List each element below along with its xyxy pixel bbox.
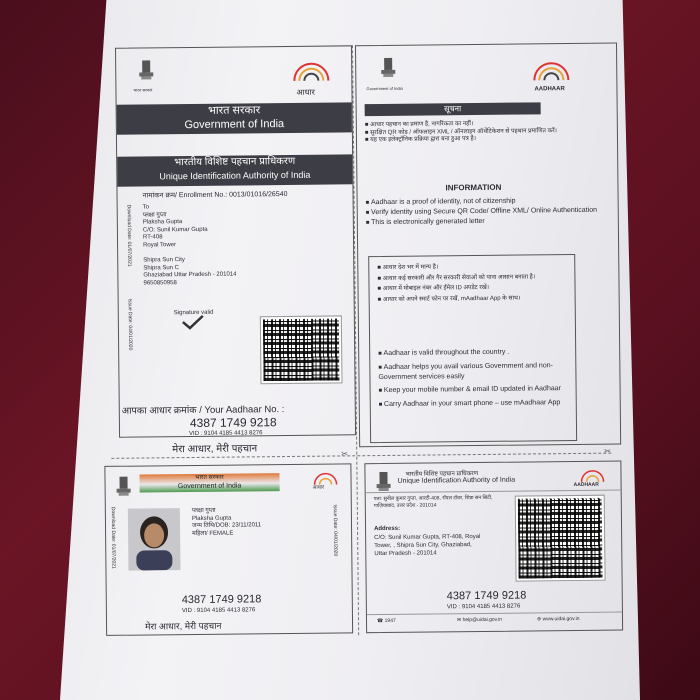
recipient-locality: Shipra Sun City <box>143 257 185 264</box>
card-issue-date: Issue Date: 04/01/2020 <box>331 504 339 557</box>
card-name: Plaksha Gupta <box>191 515 232 522</box>
check-mark-icon <box>181 314 205 335</box>
uidai-hindi: भारतीय विशिष्ट पहचान प्राधिकरण <box>174 155 296 169</box>
uidai-english: Unique Identification Authority of India <box>159 169 311 182</box>
card-dob: जन्म तिथि/DOB: 23/11/2011 <box>191 522 262 530</box>
back-address-english <box>374 533 481 558</box>
slogan-top: मेरा आधार, मेरी पहचान <box>172 443 258 456</box>
info-line: ■ Aadhaar is a proof of identity, not of citizenship <box>366 196 611 209</box>
information-list <box>366 196 611 229</box>
benefit-english: ■ Keep your mobile number & email ID updated in Aadhaar <box>379 384 569 396</box>
benefit-hindi: ■ आधार को अपने स्मार्ट फोन पर रखें, mAadhaar App के साथ। <box>378 295 568 304</box>
card-name-hindi: प्लक्षा गुप्ता <box>191 507 216 515</box>
footer-phone: ☎ 1947 <box>376 617 396 625</box>
signature-valid: Signature valid <box>173 309 214 317</box>
national-emblem-icon-card <box>113 475 133 501</box>
scissor-icon: ✂ <box>604 446 611 456</box>
card-aadhaar-number: 4387 1749 9218 <box>181 593 262 607</box>
benefit-english: ■ Aadhaar is valid throughout the country . <box>378 347 568 359</box>
notice-line: ■ सुरक्षित QR कोड / ऑफलाइन XML / ऑनलाइन ऑथेंटिकेशन से पहचान प्रमाणित करें। <box>365 127 605 137</box>
card-gender: महिला/ FEMALE <box>192 530 234 537</box>
notice-hindi-list <box>365 120 605 145</box>
back-address-line: Tower, , Shipra Sun City, Ghaziabad, <box>374 542 472 550</box>
gov-hindi: भारत सरकार <box>208 104 261 117</box>
issue-date-vertical: Issue Date: 04/01/2020 <box>126 298 134 351</box>
emblem-caption: भारत सरकार <box>133 87 153 93</box>
your-aadhaar-label: आपका आधार क्रमांक / Your Aadhaar No. : <box>121 404 285 417</box>
aadhaar-number-top: 4387 1749 9218 <box>189 415 277 431</box>
benefits-box <box>368 254 577 443</box>
aadhaar-card-front <box>104 463 353 636</box>
recipient-tower: Royal Tower <box>143 241 177 249</box>
aadhaar-card-back <box>364 461 623 634</box>
back-footer-divider <box>367 612 622 616</box>
benefit-english: ■ Carry Aadhaar in your smart phone – use mAadhaar App <box>379 398 569 410</box>
back-divider <box>366 490 621 494</box>
back-uidai-hindi: भारतीय विशिष्ट पहचान प्राधिकरण <box>405 471 479 478</box>
national-emblem-icon <box>136 58 156 84</box>
letter-left-panel <box>115 45 356 437</box>
benefit-hindi: ■ आधार देश भर में मान्य है। <box>377 263 567 272</box>
recipient-phone: 9650850958 <box>143 279 177 287</box>
footer-email-text: help@uidai.gov.in <box>462 616 503 624</box>
to-label: To <box>142 204 150 211</box>
benefit-hindi: ■ आधार में मोबाइल नंबर और ईमेल ID अपडेट रखें। <box>378 284 568 293</box>
benefits-hindi-list <box>377 263 567 304</box>
info-line: ■ This is electronically generated letter <box>366 216 611 229</box>
footer-email: ✉ help@uidai.gov.in <box>456 616 503 624</box>
letter-right-panel <box>355 43 621 448</box>
footer-web-text: www.uidai.gov.in <box>542 615 580 623</box>
card-download-date: Download Date: 01/07/2021 <box>109 506 117 569</box>
card-logo-text: आधार <box>312 484 325 491</box>
recipient-care-of: C/O: Sunil Kumar Gupta <box>142 226 208 234</box>
notice-line: ■ आधार पहचान का प्रमाण है, नागरिकता का नहीं। <box>365 120 605 130</box>
scissor-icon: ✂ <box>341 449 349 459</box>
back-address-label: Address: <box>374 525 401 533</box>
uidai-header-bar <box>117 154 352 186</box>
information-title: INFORMATION <box>445 182 502 193</box>
holder-photo <box>128 508 181 571</box>
recipient-name-hindi: प्लक्षा गुप्ता <box>142 211 167 219</box>
enrolment-number: नामांकन क्रम/ Enrollment No.: 0013/01016/26540 <box>142 190 288 200</box>
recipient-city: Ghaziabad Uttar Pradesh - 201014 <box>143 271 237 279</box>
notice-hindi-title: सूचना <box>365 102 541 116</box>
qr-code-back <box>516 496 605 581</box>
recipient-locality2: Shipra Sun C <box>143 264 180 272</box>
aadhaar-logo-text-right: AADHAAR <box>534 86 565 93</box>
footer-phone-text: 1947 <box>384 617 396 624</box>
card-vid: VID : 9104 4185 4413 8276 <box>181 607 256 615</box>
aadhaar-logo-icon-right <box>526 58 576 89</box>
benefits-english-list <box>378 347 569 410</box>
aadhaar-logo-text: आधार <box>296 87 315 97</box>
gov-header-bar <box>117 102 352 134</box>
back-address-line: C/O: Sunil Kumar Gupta, RT-408, Royal <box>374 533 481 542</box>
back-aadhaar-number: 4387 1749 9218 <box>446 589 527 603</box>
recipient-house: RT-408 <box>142 234 163 241</box>
recipient-address <box>143 204 237 288</box>
card-gov-header <box>139 473 279 492</box>
notice-line: ■ यह एक इलेक्ट्रॉनिक प्रक्रिया द्वारा बना हुआ पत्र है। <box>365 135 605 145</box>
back-vid: VID : 9104 4185 4413 8276 <box>446 603 521 611</box>
footer-web: ⊕ www.uidai.gov.in <box>536 615 580 623</box>
card-slogan: मेरा आधार, मेरी पहचान <box>145 620 222 632</box>
benefit-english: ■ Aadhaar helps you avail various Government and non-Government services easily <box>378 361 568 382</box>
vid-top: VID : 9104 4185 4413 8276 <box>189 430 263 438</box>
back-logo-text: AADHAAR <box>573 481 599 489</box>
card-gov-hindi: भारत सरकार <box>195 474 224 481</box>
back-address-hindi: पता: सुनील कुमार गुप्ता, आरटी-408, रॉयल टॉवर, शिप्रा सन सिटी, गाज़ियाबाद, उत्तर प्रदेश - 201014 <box>373 494 493 509</box>
benefit-hindi: ■ आधार कई सरकारी और गैर सरकारी सेवाओं को पाना आसान बनाता है। <box>377 274 567 283</box>
card-holder-details <box>192 507 261 538</box>
back-address-line: Uttar Pradesh - 201014 <box>374 550 437 558</box>
recipient-name: Plaksha Gupta <box>142 219 183 226</box>
card-gov-english: Government of India <box>177 482 242 491</box>
back-uidai-english: Unique Identification Authority of India <box>397 476 516 485</box>
qr-code-top <box>261 316 342 383</box>
gov-english: Government of India <box>184 118 285 132</box>
national-emblem-icon-right <box>378 56 398 82</box>
gov-caption-right: Government of India <box>366 85 403 92</box>
aadhaar-letter <box>95 43 621 638</box>
download-date-vertical: Download Date: 01/07/2021 <box>125 204 133 267</box>
info-line: ■ Verify identity using Secure QR Code/ Offline XML/ Online Authentication <box>366 206 611 219</box>
